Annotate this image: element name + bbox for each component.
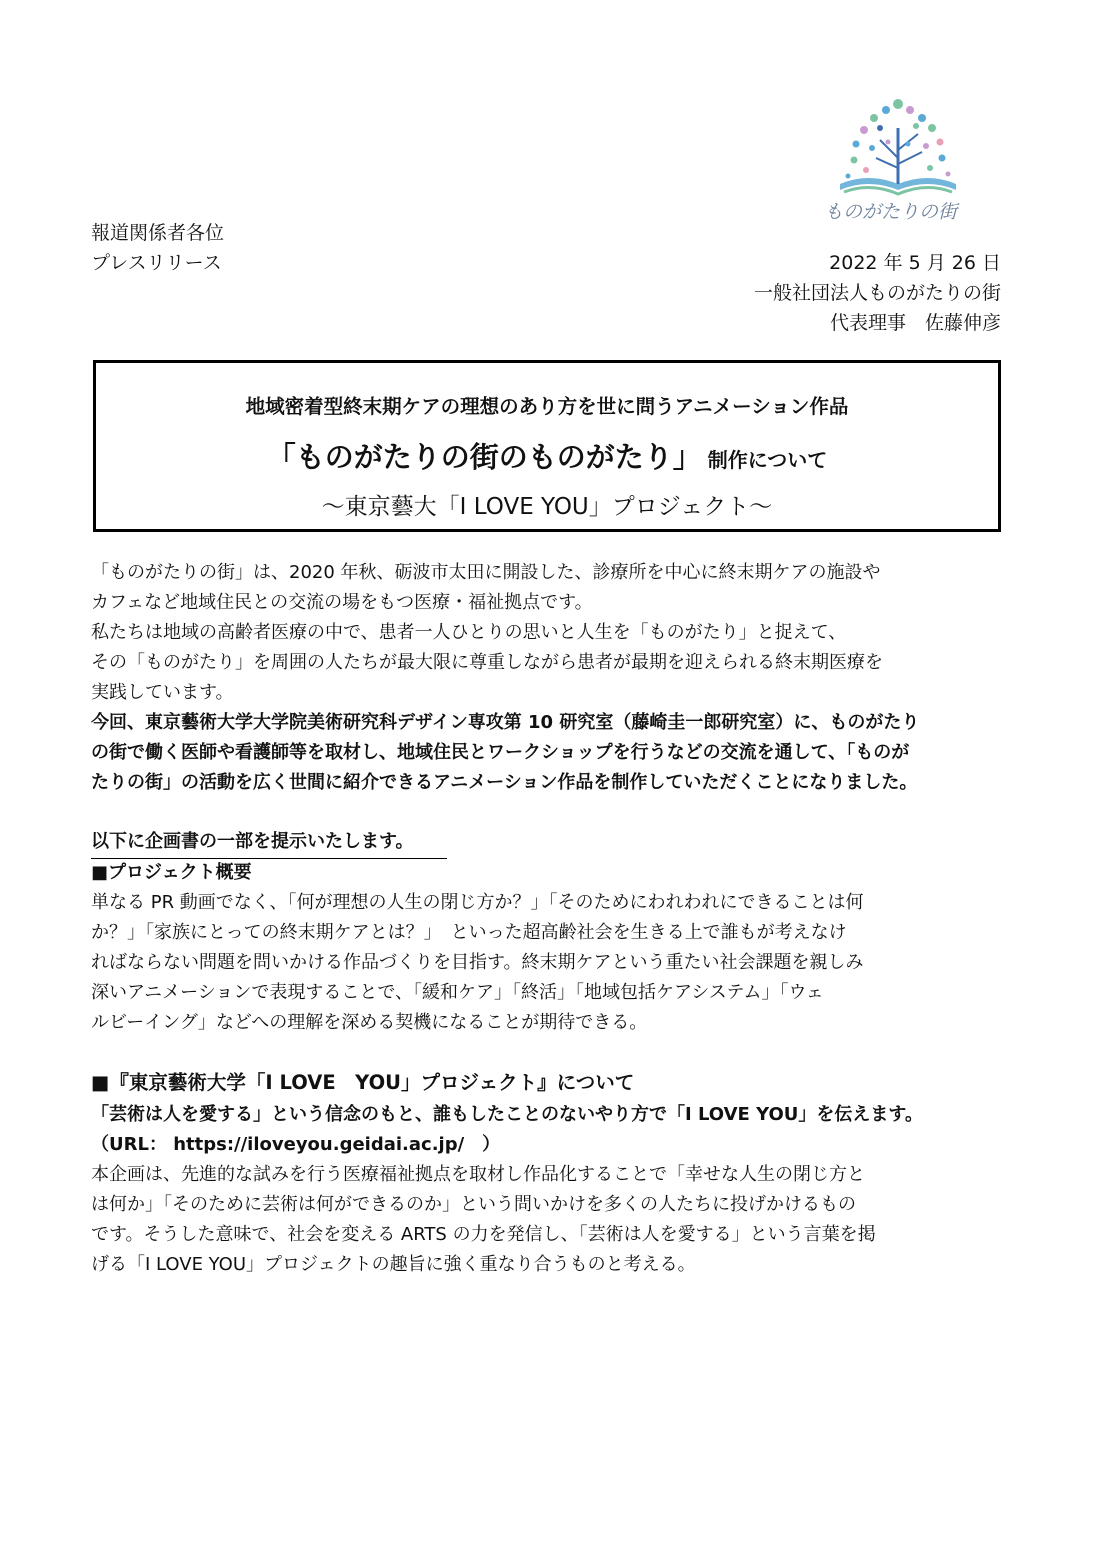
recipient: 報道関係者各位 [91, 222, 225, 244]
geidai-motto: 「芸術は人を愛する」という信念のもと、誰もしたことのないやり方で「I LOVE YOU」を伝えます。 [91, 1104, 923, 1125]
representative-name: 代表理事 佐藤伸彦 [829, 312, 1001, 334]
geidai-body-line: げる「I LOVE YOU」プロジェクトの趣旨に強く重なり合うものと考える。 [91, 1254, 696, 1275]
geidai-url: （URL： https://iloveyou.geidai.ac.jp/ ） [91, 1134, 501, 1155]
intro-bold-line: の街で働く医師や看護師等を取材し、地域住民とワークショップを行うなどの交流を通して、「ものが [91, 742, 910, 763]
geidai-heading: ■『東京藝術大学「I LOVE YOU」プロジェクト』について [91, 1071, 635, 1094]
overview-line: ルビーイング」などへの理解を深める契機になることが期待できる。 [91, 1012, 648, 1033]
tree-book-logo-icon [818, 88, 978, 228]
geidai-body-line: です。そうした意味で、社会を変える ARTS の力を発信し、「芸術は人を愛する」という言葉を掲 [91, 1224, 876, 1245]
organization-name: 一般社団法人ものがたりの街 [753, 282, 1001, 304]
intro-line: カフェなど地域住民との交流の場をもつ医療・福祉拠点です。 [91, 592, 593, 613]
document-type: プレスリリース [91, 252, 222, 274]
title-main-suffix: 制作について [707, 448, 828, 472]
title-main [96, 435, 998, 484]
title-subtitle: 地域密着型終末期ケアの理想のあり方を世に問うアニメーション作品 [245, 395, 849, 418]
release-date: 2022 年 5 月 26 日 [829, 252, 1001, 274]
overview-line: か？」「家族にとっての終末期ケアとは？」 といった超高齢社会を生きる上で誰もが考えなけ [91, 922, 847, 943]
geidai-body-line: 本企画は、先進的な試みを行う医療福祉拠点を取材し作品化することで「幸せな人生の閉じ方と [91, 1164, 865, 1185]
intro-line: 私たちは地域の高齢者医療の中で、患者一人ひとりの思いと人生を「ものがたり」と捉えて、 [91, 622, 847, 643]
intro-line: その「ものがたり」を周囲の人たちが最大限に尊重しながら患者が最期を迎えられる終末期医療を [91, 652, 883, 673]
geidai-body-line: は何か」「そのために芸術は何ができるのか」という問いかけを多くの人たちに投げかけるもの [91, 1194, 856, 1215]
title-box [93, 360, 1001, 532]
intro-bold-line: 今回、東京藝術大学大学院美術研究科デザイン専攻第 10 研究室（藤崎圭一郎研究室）に、ものがたり [91, 712, 920, 733]
intro-line: 「ものがたりの街」は、2020 年秋、砺波市太田に開設した、診療所を中心に終末期ケアの施設や [91, 562, 881, 583]
organization-logo [818, 88, 978, 228]
intro-line: 実践しています。 [91, 682, 234, 703]
title-tagline: ～東京藝大「I LOVE YOU」プロジェクト～ [321, 494, 773, 520]
intro-bold-line: たりの街」の活動を広く世間に紹介できるアニメーション作品を制作していただくことになりました。 [91, 772, 918, 793]
title-main-quoted: 「ものがたりの街のものがたり」 [266, 440, 702, 474]
overview-line: ればならない問題を問いかける作品づくりを目指す。終末期ケアという重たい社会課題を親しみ [91, 952, 864, 973]
overview-line: 単なる PR 動画でなく、「何が理想の人生の閉じ方か？」「そのためにわれわれにできることは何 [91, 892, 864, 913]
proposal-heading: 以下に企画書の一部を提示いたします。 [91, 827, 447, 859]
overview-heading: ■プロジェクト概要 [91, 862, 252, 883]
logo-text: ものがたりの街 [824, 201, 958, 223]
overview-line: 深いアニメーションで表現することで、「緩和ケア」「終活」「地域包括ケアシステム」「ウェ [91, 982, 824, 1003]
